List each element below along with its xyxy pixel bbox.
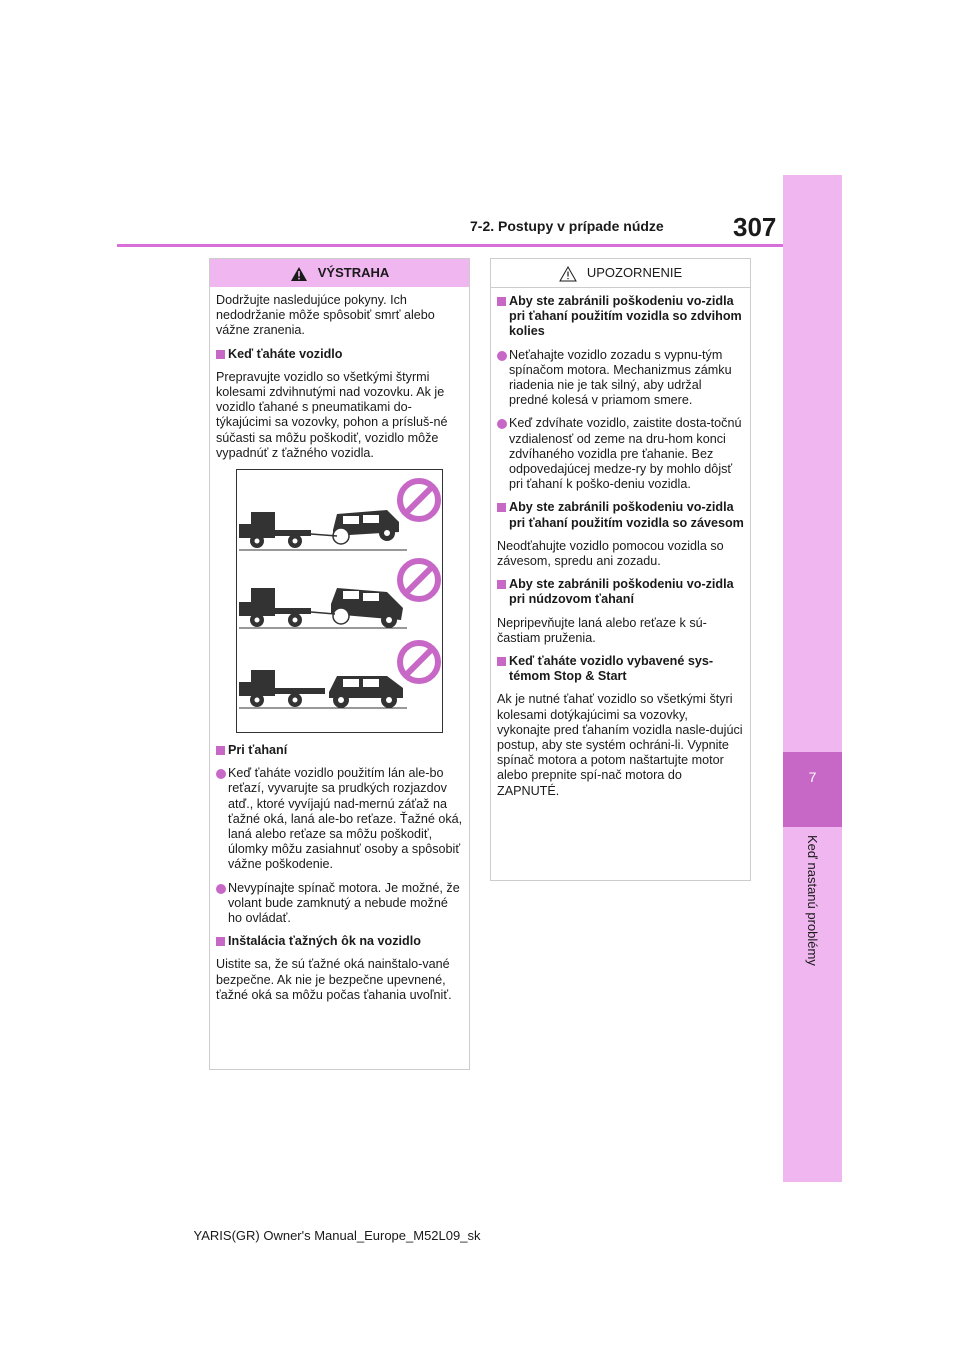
notice-section-heading: Aby ste zabránili poškodeniu vo-zidla pri núdzovom ťahaní	[497, 577, 744, 607]
chapter-number: 7	[783, 752, 842, 827]
notice-bullet: Keď zdvíhate vozidlo, zaistite dosta-točnú vzdialenosť od zeme na dru-hom konci zdvíhaného vozidla pre ťahanie. Bez odpovedajúcej medze-ry by mohlo dôjsť pri ťahaní k poško-deniu vozidla.	[497, 416, 744, 492]
warning-bullet: Nevypínajte spínač motora. Je možné, že volant bude zamknutý a nebude možné ho ovládať.	[216, 881, 463, 927]
warning-section-heading: Keď ťaháte vozidlo	[216, 347, 463, 362]
chapter-side-tab	[783, 175, 842, 1182]
warning-bullet: Keď ťaháte vozidlo použitím lán ale-bo reťazí, vyvarujte sa prudkých rozjazdov atď., ktoré vyvíjajú nad-mernú záťaž na ťažné oká, laná ale-bo reťaze. Ťažné oká, laná alebo reťaze sa môžu poškodiť, úlomky môžu zasiahnuť osoby a spôsobiť vážne poškodenie.	[216, 766, 463, 872]
page-number: 307	[733, 212, 777, 242]
chapter-title: Keď nastanú problémy	[805, 835, 820, 966]
towing-illustration-svg	[237, 470, 442, 732]
notice-section-text: Neodťahujte vozidlo pomocou vozidla so závesom, spredu ani zozadu.	[497, 538, 724, 569]
notice-section-heading: Keď ťaháte vozidlo vybavené sys-témom Stop & Start	[497, 654, 744, 684]
notice-section-heading: Aby ste zabránili poškodeniu vo-zidla pri ťahaní použitím vozidla so závesom	[497, 500, 744, 530]
tow-scenario-1	[239, 510, 407, 550]
notice-header	[491, 259, 750, 288]
notice-section-text: Nepripevňujte laná alebo reťaze k sú-častiam pruženia.	[497, 615, 707, 645]
towing-prohibited-illustration	[236, 469, 443, 733]
warning-header	[210, 259, 469, 287]
warning-intro: Dodržujte nasledujúce pokyny. Ich nedodržanie môže spôsobiť smrť alebo vážne zranenia.	[216, 293, 435, 338]
warning-triangle-icon	[290, 266, 308, 282]
warning-section-text: Prepravujte vozidlo so všetkými štyrmi kolesami zdvihnutými nad vozovku. Ak je vozidlo ťahané s pneumatikami do-týkajúcimi sa vozovky, pohon a prísluš-né súčasti sa môžu poškodiť, vozidlo môže vypadnúť z ťažného vozidla.	[216, 369, 448, 460]
footer-manual-id: YARIS(GR) Owner's Manual_Europe_M52L09_sk	[193, 1228, 481, 1243]
warning-section-heading: Pri ťahaní	[216, 743, 463, 758]
notice-bullet: Neťahajte vozidlo zozadu s vypnu-tým spínačom motora. Mechanizmus zámku riadenia nie je tak silný, aby udržal predné kolesá v priamom smere.	[497, 348, 744, 409]
warning-box	[209, 258, 470, 1070]
notice-section-text: Ak je nutné ťahať vozidlo so všetkými štyri kolesami dotýkajúcimi sa vozovky, vykonajte pred ťahaním vozidla nasle-dujúci postup, aby ste systém ochráni-li. Vypnite spínač motora a potom naštartujte motor alebo prepnite spí-nač motora do ZAPNUTÉ.	[497, 692, 743, 798]
tow-scenario-3	[239, 670, 407, 708]
section-title: 7-2. Postupy v prípade núdze	[470, 218, 664, 234]
caution-triangle-icon	[559, 266, 577, 282]
warning-title: VÝSTRAHA	[317, 265, 390, 280]
warning-section-heading: Inštalácia ťažných ôk na vozidlo	[216, 934, 463, 949]
header-divider	[117, 244, 783, 247]
notice-title: UPOZORNENIE	[586, 265, 683, 280]
tow-scenario-2	[239, 588, 407, 628]
notice-section-heading: Aby ste zabránili poškodeniu vo-zidla pri ťahaní použitím vozidla so zdvihom kolies	[497, 294, 744, 340]
notice-box	[490, 258, 751, 881]
warning-section-text: Uistite sa, že sú ťažné oká nainštalo-vané bezpečne. Ak nie je bezpečne upevnené, ťažné oká sa môžu počas ťahania uvoľniť.	[216, 957, 452, 1002]
